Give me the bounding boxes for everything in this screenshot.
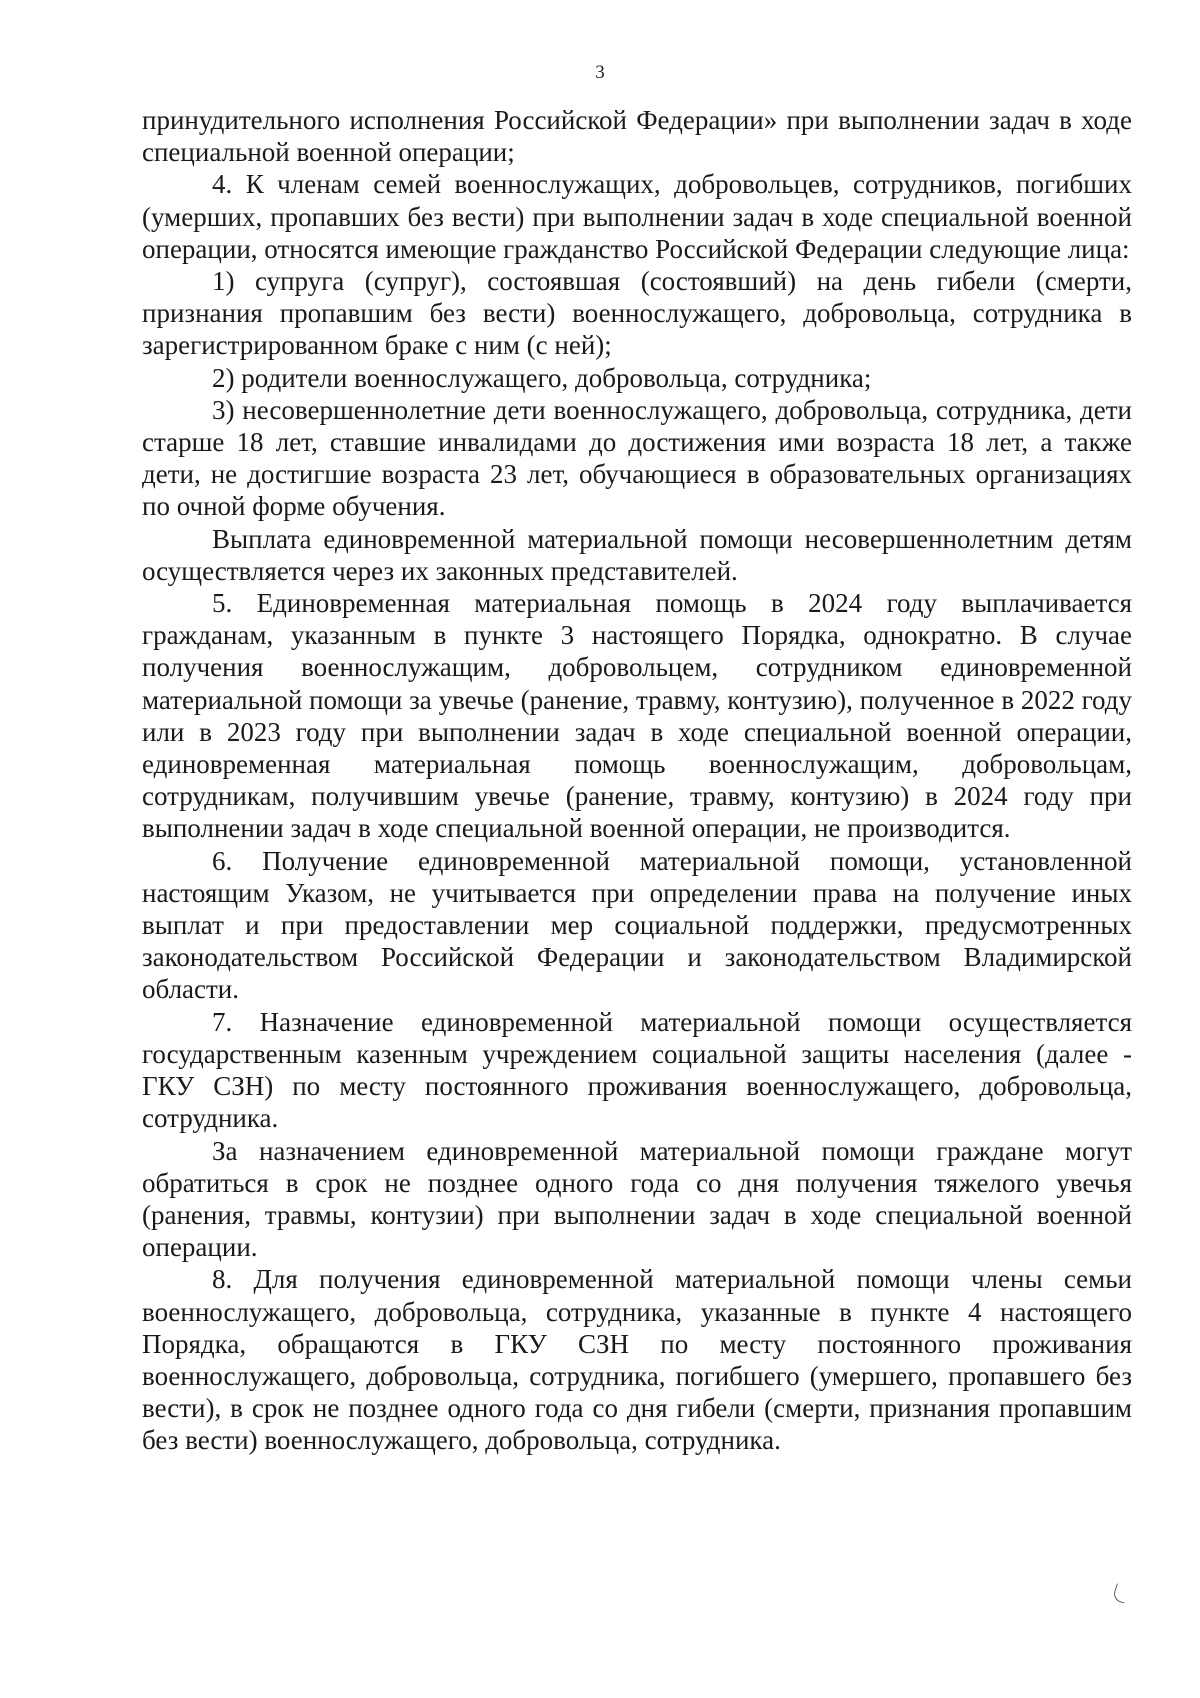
paragraph-subitem-1: 1) супруга (супруг), состоявшая (состоявший) на день гибели (смерти, признания пропавшим без вести) военнослужащего, добровольца, сотрудника в зарегистрированном браке с ним (с ней); xyxy=(142,266,1132,361)
page-number: 3 xyxy=(595,62,605,83)
document-body xyxy=(142,104,1132,1457)
paragraph-subitem-2: 2) родители военнослужащего, добровольца, сотрудника; xyxy=(212,362,872,393)
paragraph-application-deadline: За назначением единовременной материальной помощи граждане могут обратиться в срок не позднее одного года со дня получения тяжелого увечья (ранения, травмы, контузии) при выполнении задач в ходе специальной военной операции. xyxy=(142,1135,1132,1263)
paragraph-item-5: 5. Единовременная материальная помощь в 2024 году выплачивается гражданам, указанным в пункте 3 настоящего Порядка, однократно. В случае получения военнослужащим, добровольцем, сотрудником единовременной материальной помощи за увечье (ранение, травму, контузию), полученное в 2022 году или в 2023 году при выполнении задач в ходе специальной военной операции, единовременная материальная помощь военнослужащим, добровольцам, сотрудникам, получившим увечье (ранение, травму, контузию) в 2024 году при выполнении задач в ходе специальной военной операции, не производится. xyxy=(142,588,1132,844)
paragraph-item-8: 8. Для получения единовременной материальной помощи члены семьи военнослужащего, добровольца, сотрудника, указанные в пункте 4 настоящего Порядка, обращаются в ГКУ СЗН по месту постоянного проживания военнослужащего, добровольца, сотрудника, погибшего (умершего, пропавшего без вести), в срок не позднее одного года со дня гибели (смерти, признания пропавшим без вести) военнослужащего, добровольца, сотрудника. xyxy=(142,1264,1132,1456)
paragraph-subitem-3: 3) несовершеннолетние дети военнослужащего, добровольца, сотрудника, дети старше 18 лет, ставшие инвалидами до достижения ими возраста 18 лет, а также дети, не достигшие возраста 23 лет, обучающиеся в образовательных организациях по очной форме обучения. xyxy=(142,394,1132,522)
paragraph-item-4: 4. К членам семей военнослужащих, добровольцев, сотрудников, погибших (умерших, пропавших без вести) при выполнении задач в ходе специальной военной операции, относятся имеющие гражданство Российской Федерации следующие лица: xyxy=(142,169,1132,264)
paragraph-item-7: 7. Назначение единовременной материальной помощи осуществляется государственным казенным учреждением социальной защиты населения (далее - ГКУ СЗН) по месту постоянного проживания военнослужащего, добровольца, сотрудника. xyxy=(142,1006,1132,1134)
paragraph-payment-note: Выплата единовременной материальной помощи несовершеннолетним детям осуществляется через их законных представителей. xyxy=(142,523,1132,586)
paragraph-continuation: принудительного исполнения Российской Федерации» при выполнении задач в ходе специальной военной операции; xyxy=(142,105,1132,168)
pen-mark xyxy=(1112,1583,1130,1603)
paragraph-item-6: 6. Получение единовременной материальной помощи, установленной настоящим Указом, не учитывается при определении права на получение иных выплат и при предоставлении мер социальной поддержки, предусмотренных законодательством Российской Федерации и законодательством Владимирской области. xyxy=(142,845,1132,1005)
